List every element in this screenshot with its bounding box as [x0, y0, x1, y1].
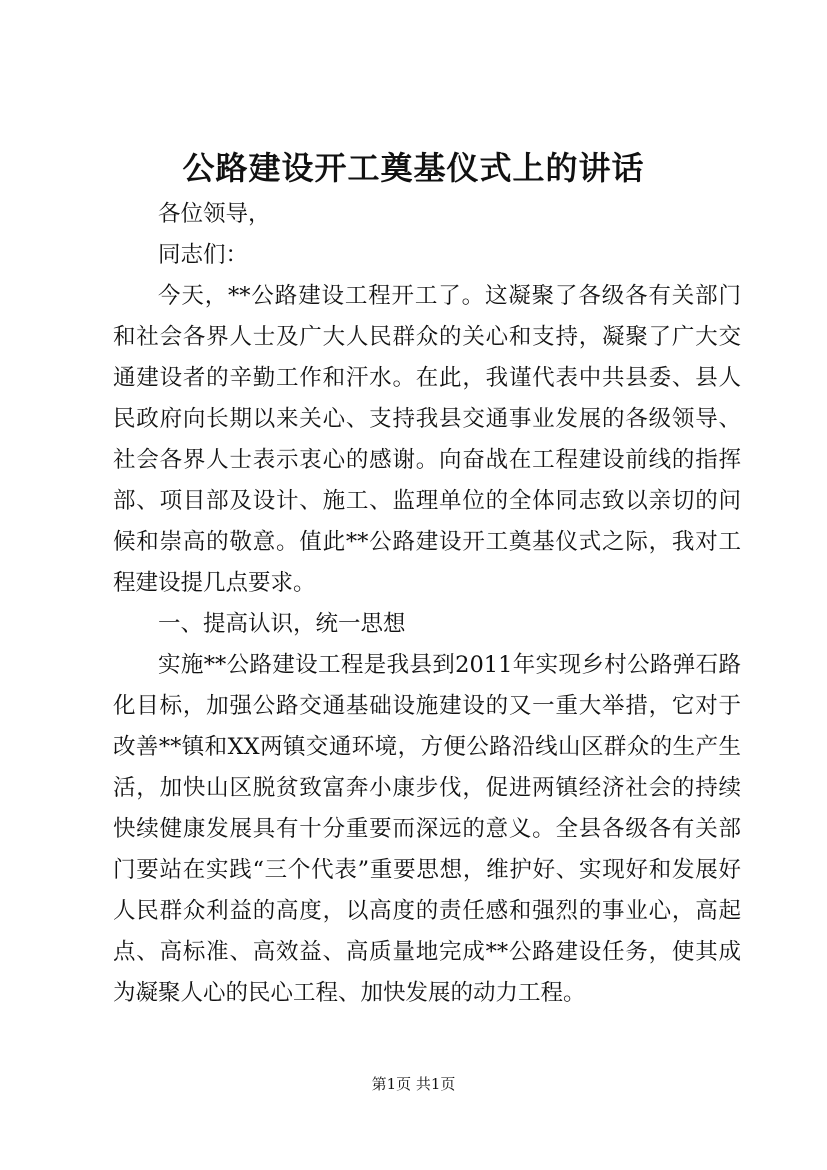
- paragraph-section-1: 实施**公路建设工程是我县到2011年实现乡村公路弹石路化目标，加强公路交通基础设施建设的又一重大举措，它对于改善**镇和XX两镇交通环境，方便公路沿线山区群众的生产生活，加快山区脱贫致富奔小康步伐，促进两镇经济社会的持续快续健康发展具有十分重要而深远的意义。全县各级各有关部门要站在实践“三个代表”重要思想，维护好、实现好和发展好人民群众利益的高度，以高度的责任感和强烈的事业心，高起点、高标准、高效益、高质量地完成**公路建设任务，使其成为凝聚人心的民心工程、加快发展的动力工程。: [113, 652, 741, 1006]
- section-heading-1: 一、提高认识，统一思想: [158, 611, 406, 637]
- salutation-leaders: 各位领导，: [158, 201, 271, 227]
- page-footer: 第1页 共1页: [371, 1075, 456, 1093]
- salutation-comrades: 同志们：: [158, 242, 249, 268]
- paragraph-opening: 今天，**公路建设工程开工了。这凝聚了各级各有关部门和社会各界人士及广大人民群众的关心和支持，凝聚了广大交通建设者的辛勤工作和汗水。在此，我谨代表中共县委、县人民政府向长期以来关心、支持我县交通事业发展的各级领导、社会各界人士表示衷心的感谢。向奋战在工程建设前线的指挥部、项目部及设计、施工、监理单位的全体同志致以亲切的问候和崇高的敬意。值此**公路建设开工奠基仪式之际，我对工程建设提几点要求。: [113, 283, 741, 596]
- document-body: [113, 194, 741, 1014]
- document-title: 公路建设开工奠基仪式上的讲话: [182, 149, 645, 187]
